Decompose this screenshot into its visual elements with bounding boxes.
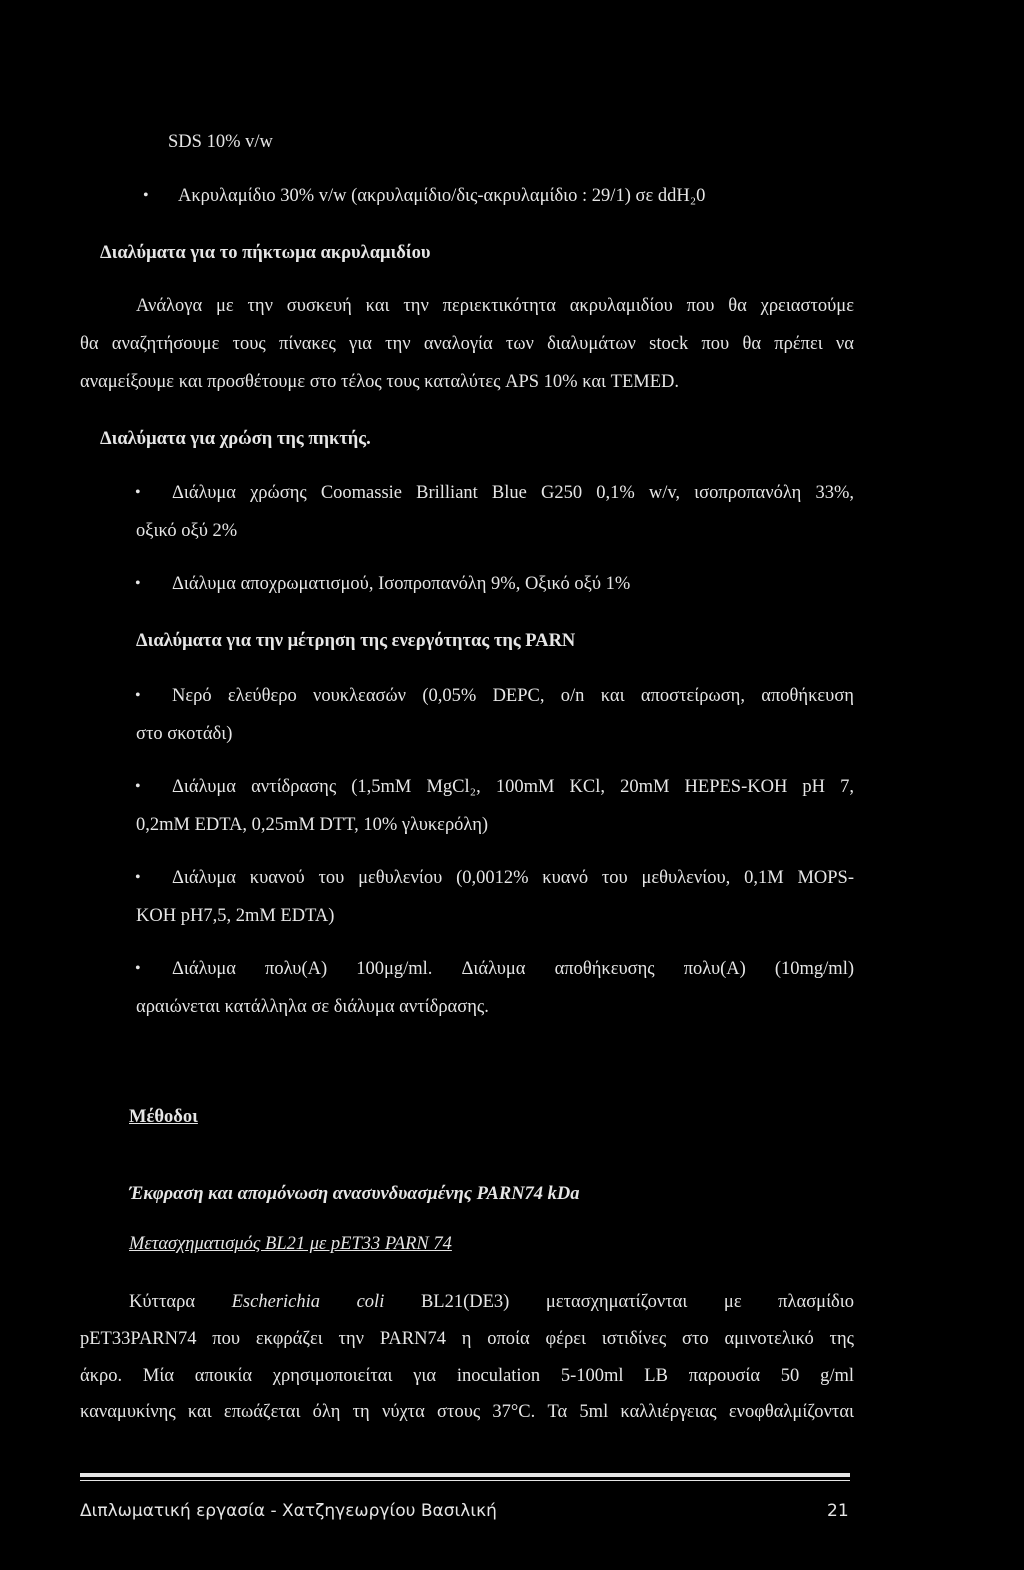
parn-item-4-cont: αραιώνεται κατάλληλα σε διάλυμα αντίδρασης. [136,997,489,1017]
gel-paragraph-line-1: Ανάλογα με την συσκευή και την περιεκτικότητα ακρυλαμιδίου που θα χρειαστούμε [136,296,854,316]
bullet-icon: • [135,575,141,592]
page-number: 21 [827,1501,849,1521]
stain-item-1-cont: οξικό οξύ 2% [136,521,238,541]
parn-item-2: Διάλυμα αντίδρασης (1,5mM MgCl₂, 100mM KCl, 20mM HEPES-KOH pH 7, [172,777,854,797]
parn-item-1: Νερό ελεύθερο νουκλεασών (0,05% DEPC, o/n και αποστείρωση, αποθήκευση [172,686,854,706]
footer-title: Διπλωματική εργασία - Χατζηγεωργίου Βασιλική [80,1501,497,1521]
transformation-subheading: Μετασχηματισμός BL21 με pET33 PARN 74 [129,1234,452,1254]
stain-heading: Διαλύματα για χρώση της πηκτής. [100,429,371,449]
methods-paragraph-line-1: Κύτταρα Escherichia coli BL21(DE3) μετασχηματίζονται με πλασμίδιο [129,1292,855,1312]
bullet-icon: • [135,484,141,501]
footer-rule-thin [80,1480,850,1481]
parn-item-2-cont: 0,2mM EDTA, 0,25mM DTT, 10% γλυκερόλη) [136,815,489,835]
stain-item-2: Διάλυμα αποχρωματισμού, Ισοπροπανόλη 9%, Οξικό οξύ 1% [172,574,631,594]
parn-item-4: Διάλυμα πολυ(A) 100μg/ml. Διάλυμα αποθήκευσης πολυ(A) (10mg/ml) [172,959,854,979]
sds-line: SDS 10% v/w [168,132,273,152]
gel-paragraph-line-3: αναμείξουμε και προσθέτουμε στο τέλος τους καταλύτες APS 10% και TEMED. [80,372,680,392]
parn-item-1-cont: στο σκοτάδι) [136,724,233,744]
parn-item-3-cont: KOH pH7,5, 2mM EDTA) [136,906,335,926]
methods-heading: Μέθοδοι [129,1107,198,1127]
bullet-icon: • [135,869,141,886]
bullet-icon: • [135,778,141,795]
methods-paragraph-line-3: άκρο. Μία αποικία χρησιμοποιείται για inoculation 5-100ml LB παρουσία 50 g/ml [80,1366,854,1386]
methods-paragraph-line-2: pET33PARN74 που εκφράζει την PARN74 η οποία φέρει ιστιδίνες στο αμινοτελικό της [80,1329,854,1349]
gel-paragraph-line-2: θα αναζητήσουμε τους πίνακες για την αναλογία των διαλυμάτων stock που θα πρέπει να [80,334,854,354]
stain-item-1: Διάλυμα χρώσης Coomassie Brilliant Blue G250 0,1% w/v, ισοπροπανόλη 33%, [172,483,854,503]
gel-heading: Διαλύματα για το πήκτωμα ακρυλαμιδίου [100,243,431,263]
parn-item-3: Διάλυμα κυανού του μεθυλενίου (0,0012% κυανό του μεθυλενίου, 0,1M MOPS- [172,868,854,888]
bullet-icon: • [135,960,141,977]
parn-heading: Διαλύματα για την μέτρηση της ενεργότητας της PARN [136,631,576,651]
bullet-icon: • [135,687,141,704]
footer-rule-thick [80,1473,850,1477]
acrylamide-item: Ακρυλαμίδιο 30% v/w (ακρυλαμίδιο/δις-ακρυλαμίδιο : 29/1) σε ddH₂0 [178,186,706,206]
bullet-icon: • [143,187,149,204]
methods-subheading: Έκφραση και απομόνωση ανασυνδυασμένης PARN74 kDa [129,1184,580,1204]
methods-paragraph-line-4: καναμυκίνης και επωάζεται όλη τη νύχτα στους 37°C. Τα 5ml καλλιέργειας ενοφθαλμίζονται [80,1402,854,1422]
